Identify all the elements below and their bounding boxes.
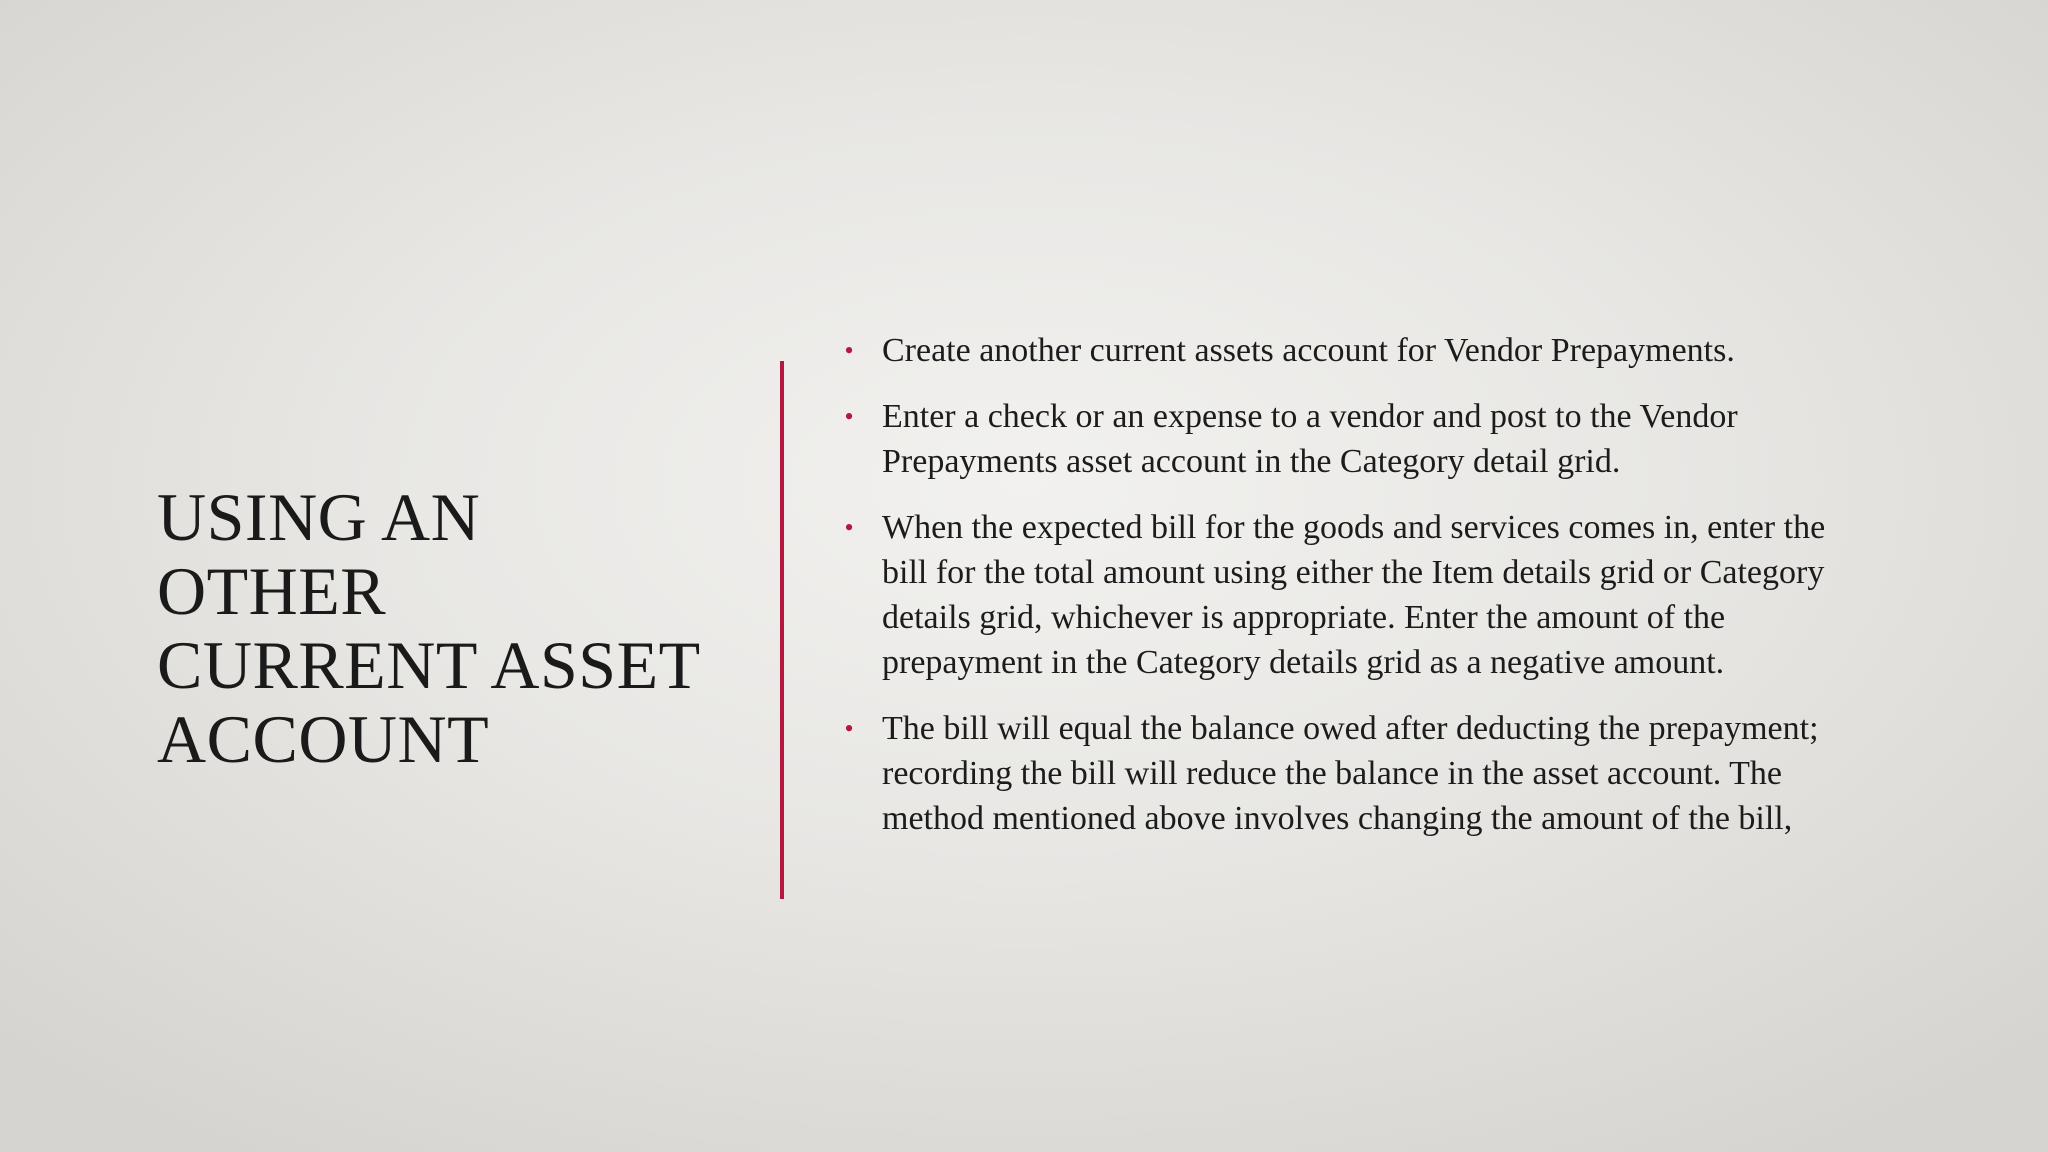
bullet-item (840, 706, 1870, 841)
title-line: OTHER (157, 553, 387, 629)
bullet-text: Enter a check or an expense to a vendor and post to the Vendor Prepayments asset account in the Category detail grid. (882, 398, 1738, 480)
bullet-item (840, 328, 1870, 373)
title-line: USING AN (157, 479, 481, 555)
bullet-text: When the expected bill for the goods and services comes in, enter the bill for the total amount using either the Item details grid or Category details grid, whichever is appropriate. Enter the amount of the prepayment in the Category details grid as a negative amount. (882, 509, 1826, 681)
bullet-dot-icon: • (844, 402, 854, 431)
slide-title (157, 480, 757, 776)
bullet-list (840, 328, 1870, 862)
bullet-dot-icon: • (844, 513, 854, 542)
title-line: ACCOUNT (157, 701, 490, 777)
bullet-text: The bill will equal the balance owed after deducting the prepayment; recording the bill will reduce the balance in the asset account. The method mentioned above involves changing the amount of the bill, (882, 710, 1819, 837)
bullet-dot-icon: • (844, 336, 854, 365)
bullet-dot-icon: • (844, 714, 854, 743)
title-line: CURRENT ASSET (157, 627, 701, 703)
bullet-item (840, 394, 1870, 484)
vertical-divider (780, 361, 784, 899)
bullet-item (840, 505, 1870, 685)
bullet-text: Create another current assets account for Vendor Prepayments. (882, 332, 1735, 369)
